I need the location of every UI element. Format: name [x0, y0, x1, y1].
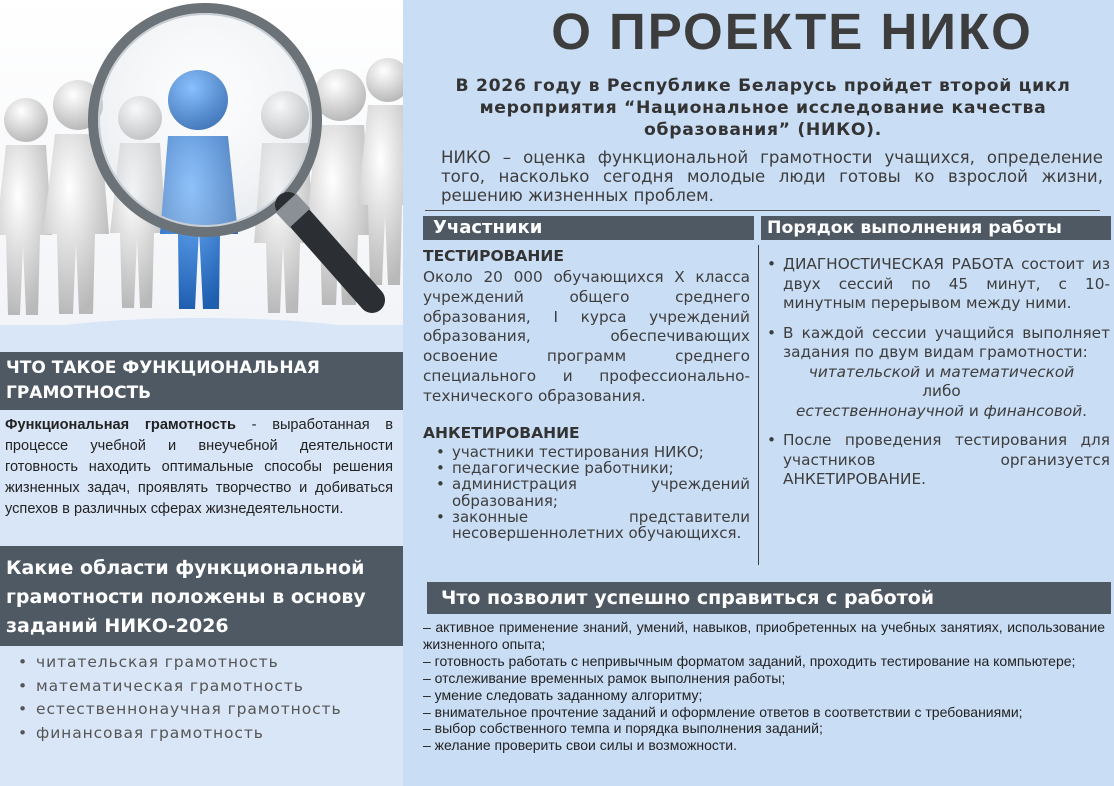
- order-heading: Порядок выполнения работы: [761, 216, 1111, 240]
- intro-text: В 2026 году в Республике Беларусь пройдет второй цикл мероприятия “Национальное исследование качества образования” (НИКО).: [455, 76, 1071, 140]
- what-is-definition: - выработанная в процессе учебной и внеучебной деятельности готовность находить оптимальные способы решения жизненных задач, проявлять творчество и добиваться успехов в различных сферах жизнедеятельности.: [5, 417, 393, 517]
- areas-heading: Какие области функциональной грамотности положены в основу заданий НИКО-2026: [0, 546, 403, 646]
- list-item: – желание проверить свои силы и возможности.: [423, 737, 737, 754]
- survey-list: [432, 444, 750, 541]
- success-heading: Что позволит успешно справиться с работой: [427, 582, 1111, 614]
- period: .: [1082, 401, 1088, 420]
- testing-text: Около 20 000 обучающихся X класса учреждений общего среднего образования, I курса учреждений образования, обеспечивающих освоение программ среднего специального и профессионально-технического образования.: [423, 268, 750, 405]
- list-item: – отслеживание временных рамок выполнения работы;: [423, 669, 786, 686]
- order-item-2-line3: [773, 402, 1110, 422]
- list-item: – готовность работать с непривычным форматом заданий, проходить тестирование на компьютере;: [423, 652, 1076, 669]
- reading-literacy: читательской: [808, 362, 921, 381]
- what-is-term: Функциональная грамотность: [5, 417, 237, 433]
- areas-list: [18, 651, 341, 745]
- list-item: – активное применение знаний, умений, навыков, приобретенных на учебных занятиях, использование жизненного опыта;: [423, 619, 1105, 652]
- what-is-heading: ЧТО ТАКОЕ ФУНКЦИОНАЛЬНАЯ ГРАМОТНОСТЬ: [0, 352, 403, 410]
- page-title: О ПРОЕКТЕ НИКО: [551, 3, 1033, 60]
- order-item-2: [765, 324, 1110, 422]
- conj-and: и: [964, 401, 984, 420]
- financial-literacy: финансовой: [983, 401, 1083, 420]
- order-list: [765, 255, 1110, 500]
- title-block: [405, 2, 1114, 68]
- order-item-2-line1: [773, 363, 1110, 383]
- hero-illustration: [0, 0, 403, 325]
- what-is-text: [5, 415, 393, 520]
- testing-heading: ТЕСТИРОВАНИЕ: [423, 247, 564, 265]
- participants-heading: Участники: [423, 216, 754, 240]
- list-item: • педагогические работники;: [432, 460, 750, 476]
- order-item-3: • После проведения тестирования для участников организуется АНКЕТИРОВАНИЕ.: [765, 431, 1110, 490]
- magnifier-figures-illustration: [0, 0, 403, 325]
- list-item: • участники тестирования НИКО;: [432, 444, 750, 460]
- math-literacy: математической: [939, 362, 1075, 381]
- order-item-2-text: В каждой сессии учащийся выполняет задания по двум видам грамотности:: [783, 323, 1110, 361]
- conj-and: и: [920, 362, 940, 381]
- survey-heading: АНКЕТИРОВАНИЕ: [423, 424, 580, 442]
- order-item-2-or: либо: [922, 382, 961, 400]
- list-item: – выбор собственного темпа и порядка выполнения заданий;: [423, 720, 823, 737]
- success-list: [423, 619, 1105, 754]
- divider: [425, 210, 1100, 211]
- order-item-1: • ДИАГНОСТИЧЕСКАЯ РАБОТА состоит из двух сессий по 45 минут, с 10-минутным перерывом между ними.: [765, 255, 1110, 314]
- science-literacy: естественнонаучной: [795, 401, 964, 420]
- list-item: – умение следовать заданному алгоритму;: [423, 686, 703, 703]
- list-item: • администрация учреждений образования;: [432, 476, 750, 508]
- list-item: • математическая грамотность: [18, 675, 341, 699]
- list-item: • финансовая грамотность: [18, 722, 341, 746]
- list-item: • читательская грамотность: [18, 651, 341, 675]
- list-item: • законные представители несовершеннолетних обучающихся.: [432, 509, 750, 541]
- list-item: • естественнонаучная грамотность: [18, 698, 341, 722]
- column-divider: [758, 245, 759, 565]
- list-item: – внимательное прочтение заданий и оформление ответов в соответствии с требованиями;: [423, 703, 1023, 720]
- niko-definition: НИКО – оценка функциональной грамотности учащихся, определение того, насколько сегодня молодые люди готовы ко взрослой жизни, решению жизненных проблем.: [441, 148, 1103, 205]
